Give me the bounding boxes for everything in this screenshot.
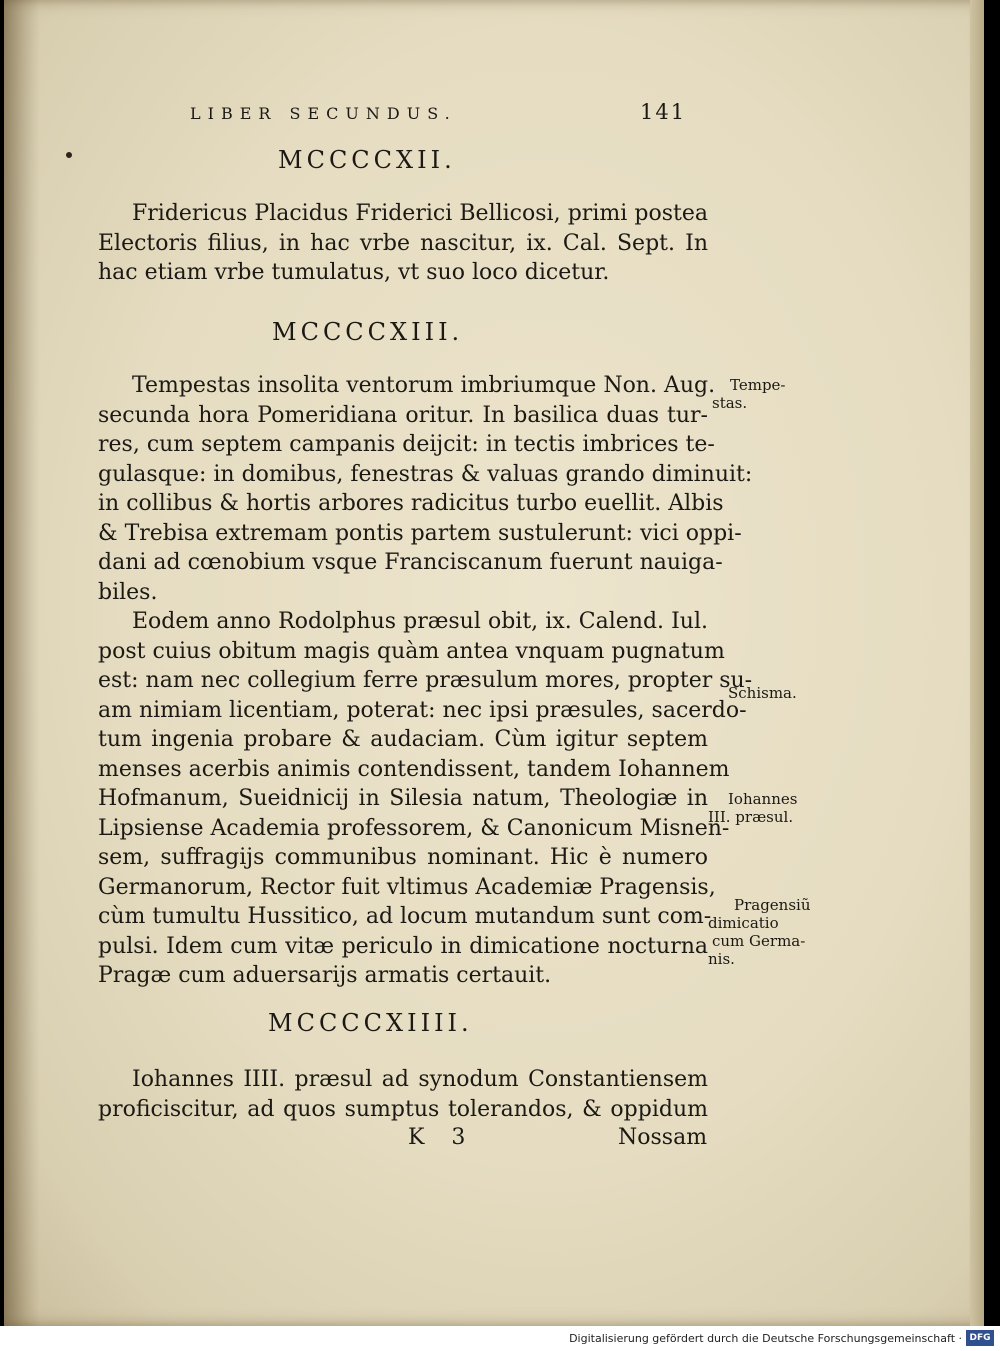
gutter-shadow [4,0,40,1326]
marginal-note [708,790,797,826]
paragraph [98,199,708,288]
year-heading: MCCCCXIIII. [268,1009,473,1037]
text-line: Germanorum, Rector fuit vltimus Academiæ Pragensis, [98,874,716,900]
page-edge [970,0,984,1326]
marginal-note [708,896,811,968]
paragraph [98,1065,708,1124]
text-line: post cuius obitum magis quàm antea vnquam pugnatum [98,638,725,664]
text-line: am nimiam licentiam, poterat: nec ipsi præsules, sacerdo- [98,697,747,723]
text-line: biles. [98,579,158,605]
text-line: sem, suffragijs communibus nominant. Hic è numero [98,845,708,870]
running-title: LIBER SECUNDUS. [190,104,457,123]
text-line: menses acerbis animis contendissent, tandem Iohannem [98,756,730,782]
marginal-line: nis. [708,950,735,968]
text-line: secunda hora Pomeridiana oritur. In basilica duas tur- [98,402,708,428]
marginal-line: Iohannes [728,790,798,808]
year-heading: MCCCCXIII. [272,318,464,346]
text-line: tum ingenia probare & audaciam. Cùm igitur septem [98,727,708,752]
signature-mark: K 3 [408,1125,476,1150]
text-line: pulsi. Idem cum vitæ periculo in dimicatione nocturna [98,933,708,959]
ink-speck [66,152,72,158]
text-line: Fridericus Placidus Friderici Bellicosi, primi postea [132,201,708,226]
text-line: est: nam nec collegium ferre præsulum mores, propter su- [98,668,753,693]
text-line: Hofmanum, Sueidnicij in Silesia natum, Theologiæ in [98,786,708,811]
year-heading: MCCCCXII. [278,146,456,174]
dfg-logo-icon: DFG [966,1330,994,1346]
funding-credit: Digitalisierung gefördert durch die Deutsche Forschungsgemeinschaft · [569,1332,962,1345]
text-line: gulasque: in domibus, fenestras & valuas grando diminuit: [98,461,753,487]
text-line: Iohannes IIII. præsul ad synodum Constantiensem [132,1067,708,1092]
text-line: Eodem anno Rodolphus præsul obit, ix. Calend. Iul. [132,609,708,634]
marginal-line: cum Germa- [712,932,806,950]
text-line: res, cum septem campanis deijcit: in tectis imbrices te- [98,432,715,457]
marginal-line: Pragensiũ [734,896,811,914]
page-number: 141 [640,100,687,124]
text-line: hac etiam vrbe tumulatus, vt suo loco dicetur. [98,260,610,285]
marginal-line: stas. [712,394,748,412]
text-line: Electoris filius, in hac vrbe nascitur, ix. Cal. Sept. In [98,230,708,256]
marginal-line: III. præsul. [708,808,794,826]
text-line: Pragæ cum aduersarijs armatis certauit. [98,963,552,988]
marginal-line: dimicatio [708,914,779,932]
marginal-note [712,376,786,412]
text-line: cùm tumultu Hussitico, ad locum mutandum sunt com- [98,904,712,929]
marginal-line: Schisma. [728,684,797,702]
text-line: Tempestas insolita ventorum imbriumque Non. Aug. [132,373,716,398]
text-line: dani ad cœnobium vsque Franciscanum fuerunt nauiga- [98,550,723,575]
catchword: Nossam [618,1125,708,1150]
text-line: & Trebisa extremam pontis partem sustulerunt: vici oppi- [98,520,742,546]
marginal-note [728,684,797,702]
text-line: proficiscitur, ad quos sumptus tolerandos, & oppidum [98,1096,708,1122]
marginal-line: Tempe- [730,376,786,394]
text-line: Lipsiense Academia professorem, & Canonicum Misnen- [98,815,730,841]
text-line: in collibus & hortis arbores radicitus turbo euellit. Albis [98,491,724,516]
